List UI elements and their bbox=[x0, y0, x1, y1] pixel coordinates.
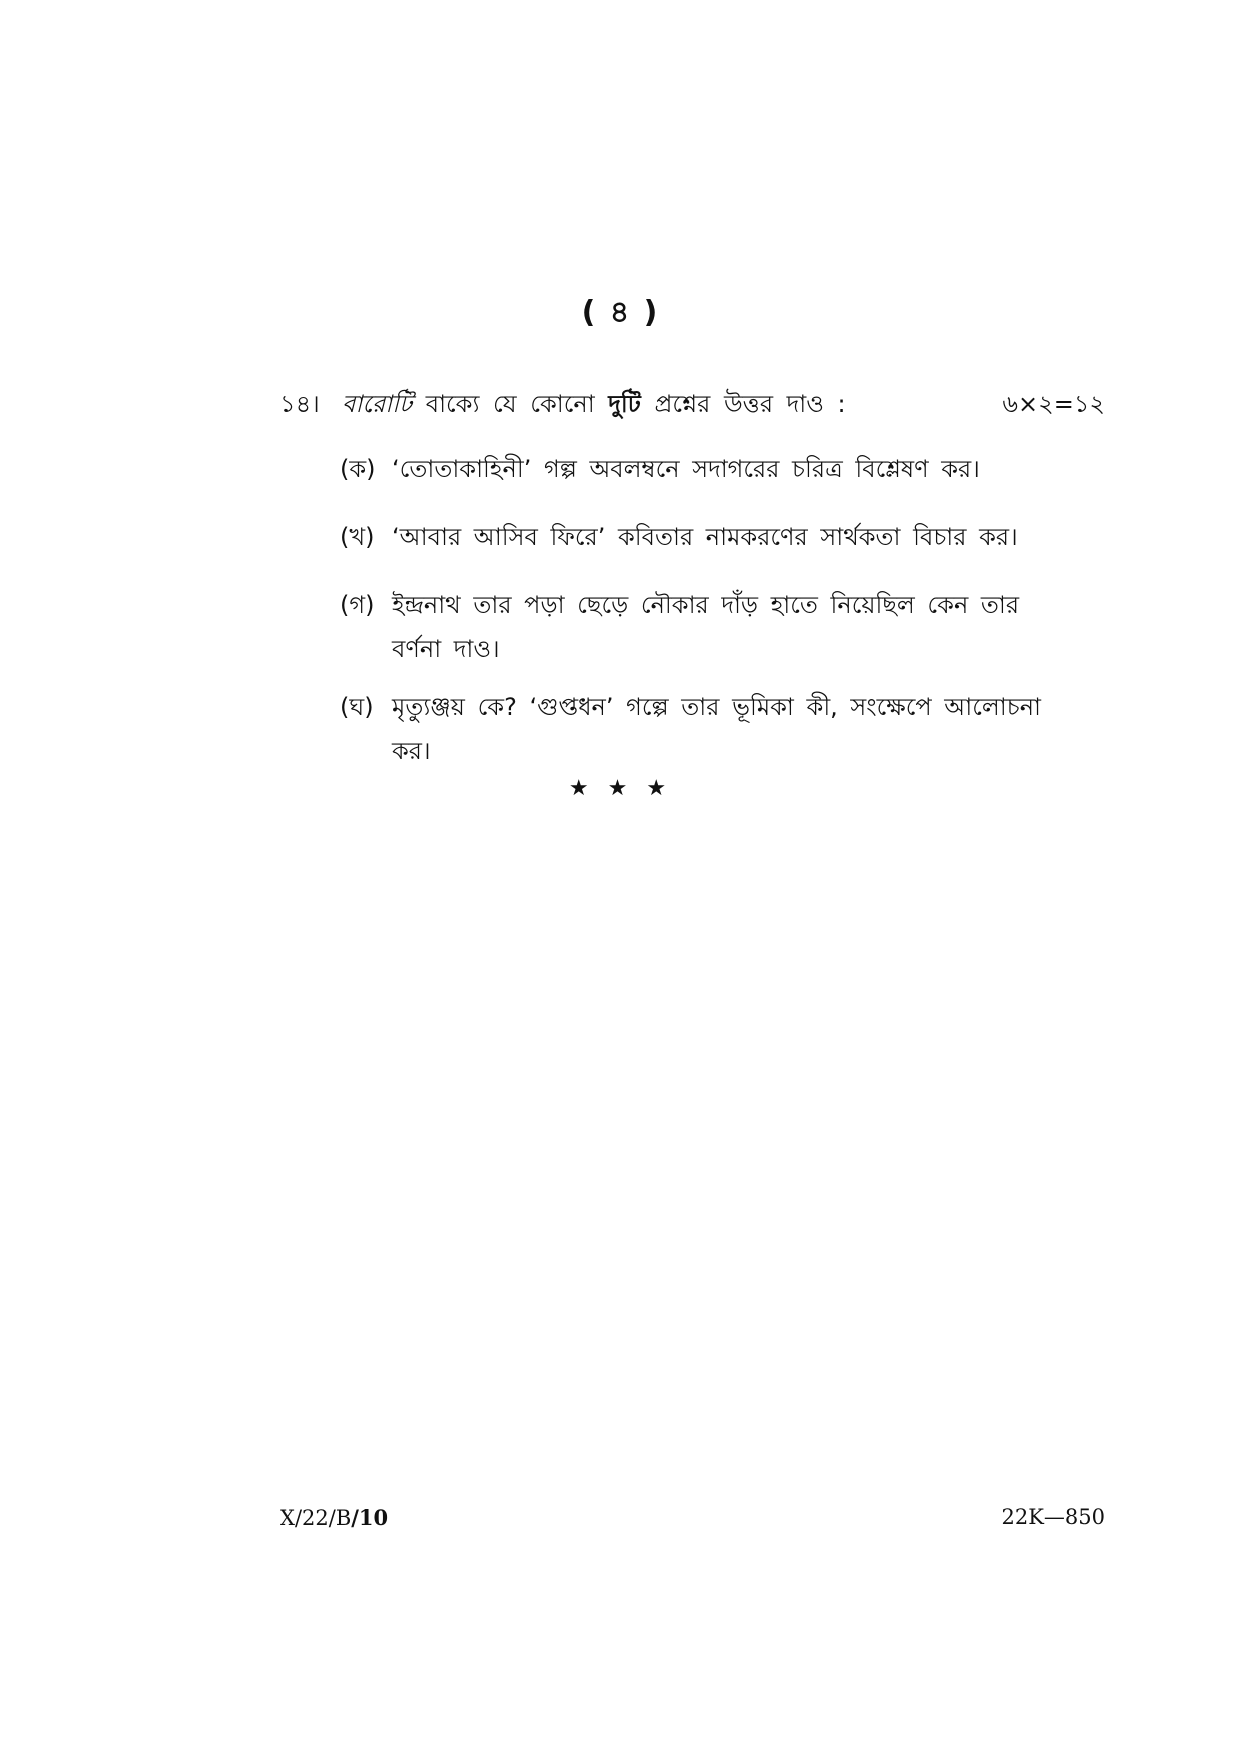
sub-question-text: ইন্দ্রনাথ তার পড়া ছেড়ে নৌকার দাঁড় হাতে নিয়েছিল কেন তার বর্ণনা দাও। bbox=[392, 591, 1020, 663]
print-code: 22K—850 bbox=[1001, 1505, 1105, 1529]
sub-question-text: ‘আবার আসিব ফিরে’ কবিতার নামকরণের সার্থকতা বিচার কর। bbox=[392, 523, 1018, 551]
page-number: ( ৪ ) bbox=[581, 295, 660, 330]
sub-question-label: (গ) bbox=[340, 591, 375, 619]
sub-question-label: (খ) bbox=[340, 523, 375, 551]
paper-code-prefix: X/22/B bbox=[280, 1506, 352, 1530]
paper-code-suffix: /10 bbox=[351, 1505, 389, 1530]
sub-question-text: ‘তোতাকাহিনী’ গল্প অবলম্বনে সদাগরের চরিত্র বিশ্লেষণ কর। bbox=[392, 455, 980, 483]
instruction-text-2: প্রশ্নের উত্তর দাও : bbox=[640, 390, 846, 418]
sub-question-label: (ক) bbox=[340, 455, 376, 483]
sub-question-label: (ঘ) bbox=[340, 693, 374, 721]
instruction-bold-word: দুটি bbox=[608, 390, 641, 418]
paper-code bbox=[280, 1505, 388, 1530]
sub-question-kha bbox=[340, 515, 1050, 559]
end-stars: ★ ★ ★ bbox=[568, 776, 673, 801]
sub-question-gha bbox=[340, 685, 1050, 773]
question-number: ১৪। bbox=[280, 390, 320, 418]
question-marks: ৬×২=১২ bbox=[1002, 390, 1105, 418]
instruction-text-1: বাক্যে যে কোনো bbox=[412, 390, 609, 418]
question-14 bbox=[280, 384, 1105, 424]
instruction-italic-word: বারোটি bbox=[342, 390, 413, 418]
question-instruction bbox=[342, 384, 846, 424]
sub-question-text: মৃত্যুঞ্জয় কে? ‘গুপ্তধন’ গল্পে তার ভূমিকা কী, সংক্ষেপে আলোচনা কর। bbox=[392, 693, 1041, 765]
sub-question-ka bbox=[340, 447, 1050, 491]
sub-question-ga bbox=[340, 583, 1050, 671]
